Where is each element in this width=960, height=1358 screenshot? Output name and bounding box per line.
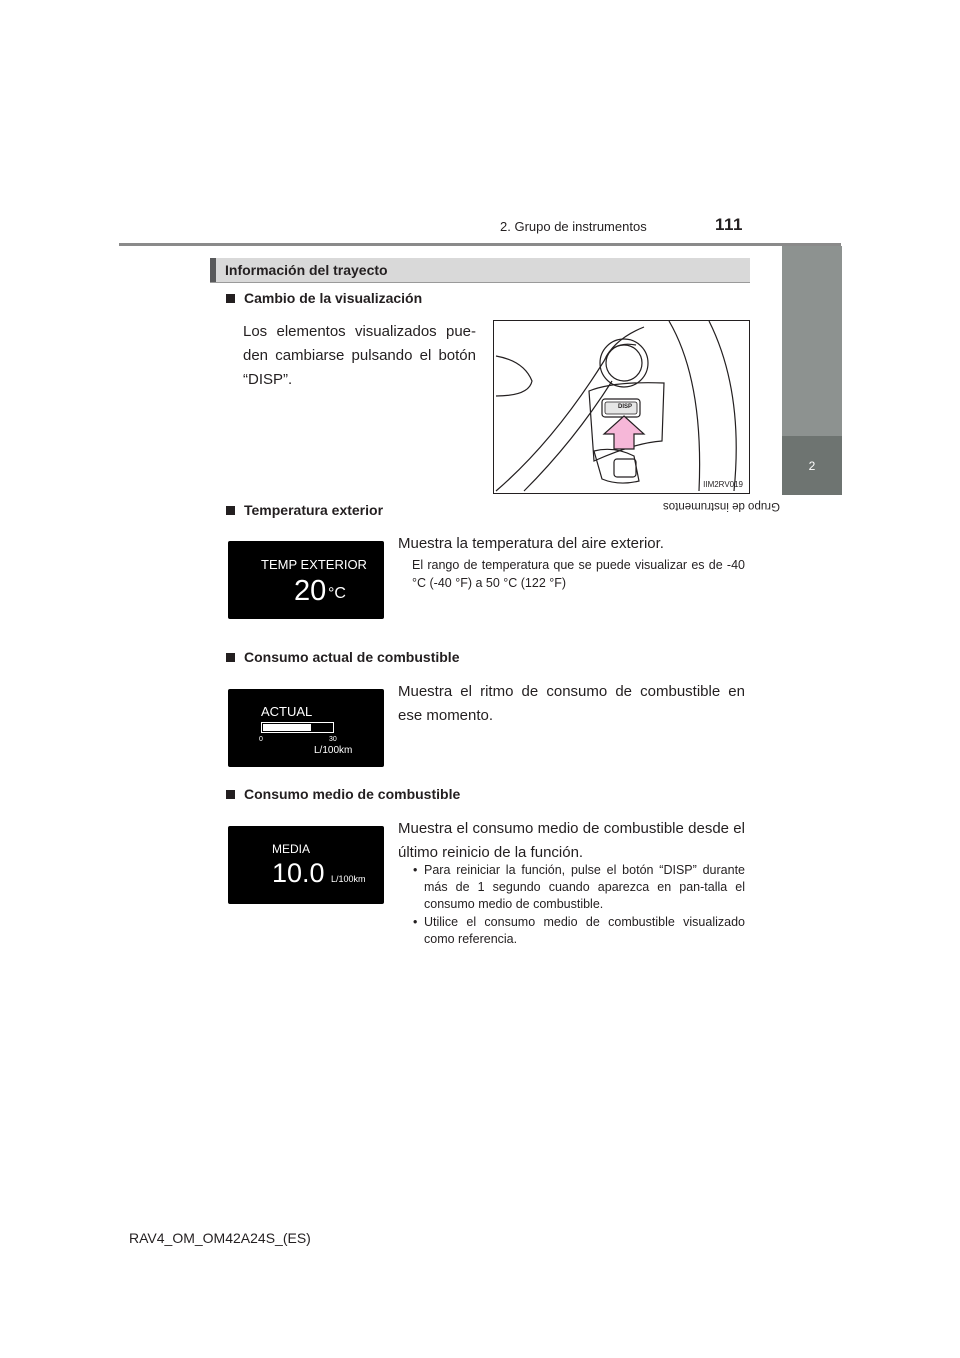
display-unit: L/100km — [331, 874, 366, 884]
heading-text: Temperatura exterior — [244, 502, 384, 518]
square-bullet-icon — [226, 790, 235, 799]
section-title: Información del trayecto — [225, 262, 388, 278]
heading-outside-temp — [226, 502, 383, 518]
header-rule — [119, 243, 841, 246]
section-banner — [210, 258, 750, 283]
display-unit: L/100km — [314, 745, 353, 756]
chapter-title: 2. Grupo de instrumentos — [500, 219, 647, 234]
side-tab-label: Grupo de instrumentos — [663, 500, 780, 512]
illustration-code: IIM2RV019 — [703, 480, 743, 489]
heading-text: Consumo medio de combustible — [244, 786, 461, 802]
outside-temp-text: Muestra la temperatura del aire exterior. — [398, 535, 664, 552]
press-arrow-icon — [604, 416, 644, 449]
heading-change-display — [226, 290, 422, 306]
square-bullet-icon — [226, 653, 235, 662]
display-unit: °C — [328, 585, 346, 602]
heading-average-fuel — [226, 786, 460, 802]
side-tab-number: 2 — [808, 458, 816, 473]
list-item: • Utilice el consumo medio de combustible visualizado como referencia. — [410, 914, 745, 948]
display-value: 10.0 — [272, 858, 325, 888]
scale-max: 30 — [329, 736, 337, 743]
side-tab-chapter — [782, 436, 842, 495]
side-tab-upper — [782, 246, 842, 436]
banner-marker — [210, 258, 216, 282]
steering-wheel-illustration — [493, 320, 750, 494]
heading-text: Cambio de la visualización — [244, 290, 423, 306]
average-fuel-bullets — [410, 862, 745, 949]
average-fuel-text: Muestra el consumo medio de combustible desde el último reinicio de la función. — [398, 820, 745, 861]
square-bullet-icon — [226, 294, 235, 303]
document-code: RAV4_OM_OM42A24S_(ES) — [129, 1230, 311, 1246]
heading-current-fuel — [226, 649, 459, 665]
display-label: ACTUAL — [261, 704, 313, 719]
consumption-bar-fill — [263, 724, 311, 731]
page-number: 111 — [715, 215, 743, 234]
side-tab-label-wrap — [663, 500, 806, 640]
list-item: • Para reiniciar la función, pulse el botón “DISP” durante más de 1 segundo cuando aparezca en pan-talla el consumo medio de combustible. — [410, 862, 745, 913]
consumption-bar-frame — [261, 722, 334, 733]
display-outside-temp — [228, 541, 384, 619]
current-fuel-text: Muestra el ritmo de consumo de combustible en ese momento. — [398, 683, 745, 724]
outside-temp-note: El rango de temperatura que se puede visualizar es de -40 °C (-40 °F) a 50 °C (122 °F) — [412, 558, 745, 590]
display-average-fuel — [228, 826, 384, 904]
heading-text: Consumo actual de combustible — [244, 649, 460, 665]
square-bullet-icon — [226, 506, 235, 515]
change-display-text: Los elementos visualizados pue-den cambiarse pulsando el botón “DISP”. — [243, 323, 476, 388]
display-label: MEDIA — [272, 842, 311, 856]
display-label: TEMP EXTERIOR — [261, 557, 367, 572]
disp-button-label: DISP — [618, 404, 633, 410]
scale-min: 0 — [259, 736, 263, 743]
display-current-fuel — [228, 689, 384, 767]
display-value: 20 — [294, 575, 327, 607]
